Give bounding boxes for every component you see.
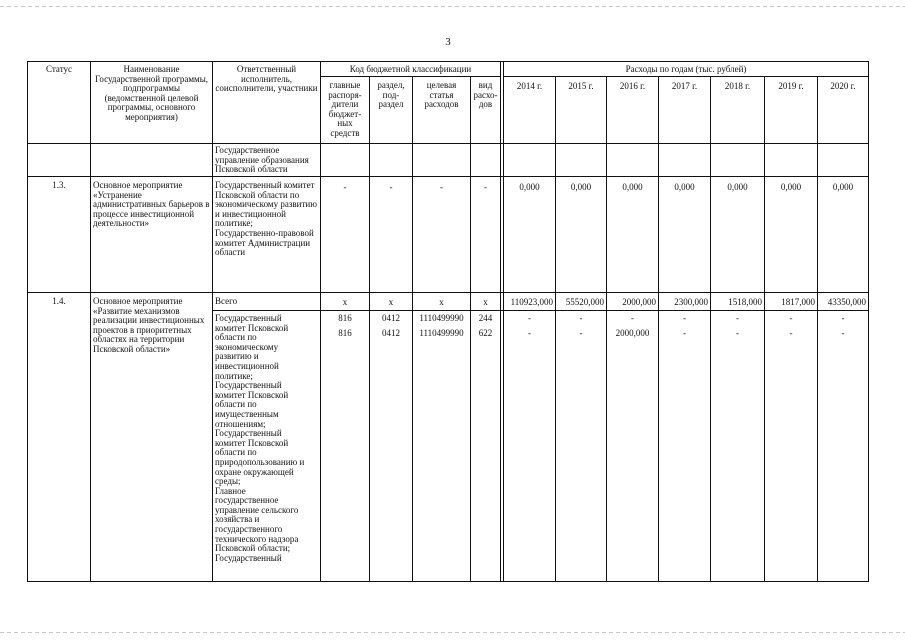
row-1-4-sub1-bcc-section: 0412 — [382, 313, 400, 323]
row-1-4-total-2015: 55520,000 — [565, 297, 604, 307]
row-1-4-sub2-bcc-article: 1110499990 — [419, 328, 464, 338]
responsible-line: комитет Псковской — [215, 389, 289, 400]
row-1-3-responsible: Государственный комитет Псковской области по экономическому развитию и инвестиционной политике; Государственно-правовой комитет Администрации области — [215, 180, 317, 258]
row-1-4-total-label: Всего — [215, 296, 238, 306]
row-1-4-sub1-2015: - — [579, 313, 583, 323]
header-bottom-border — [27, 143, 869, 144]
row-1-4-sub2-2014: - — [528, 328, 531, 338]
row-1-3-value-2020: 0,000 — [832, 182, 854, 192]
row-1-3-value-2016: 0,000 — [622, 182, 643, 192]
responsible-line: государственное — [215, 495, 279, 506]
row-1-4-sub2-2018: - — [736, 328, 739, 338]
row-1-4-total-bcc-section: х — [388, 297, 394, 307]
header-year-2016: 2016 г. — [619, 81, 646, 91]
responsible-line: технического надзора — [215, 533, 299, 544]
row-1-3-name: Основное мероприятие «Устранение административных барьеров в процессе инвестиционной деятельности» — [93, 180, 210, 229]
col-line-7 — [500, 61, 501, 581]
header-year-2019: 2019 г. — [778, 81, 804, 91]
responsible-line: области по — [215, 332, 257, 343]
row-1-3-bcc-section: - — [389, 182, 393, 192]
header-status: Статус — [46, 64, 72, 74]
responsible-line: инвестиционной — [215, 360, 279, 371]
row-1-4-sub2-2015: - — [579, 328, 583, 338]
responsible-line: Главное — [215, 485, 246, 496]
row-1-4-sub1-bcc-type: 244 — [478, 313, 493, 323]
scan-top-line — [0, 6, 905, 7]
header-expenses-group: Расходы по годам (тыс. рублей) — [625, 64, 747, 74]
responsible-line: охране окружающей — [215, 466, 294, 477]
row-divider-2 — [27, 292, 869, 293]
header-bcc-section: раздел, под-раздел — [377, 80, 405, 110]
header-bcc-expense-type: вид расхо-дов — [473, 80, 498, 110]
row-1-4-total-bcc-type: х — [483, 297, 488, 307]
row-divider-total — [212, 310, 869, 311]
row-1-4-sub1-2014: - — [528, 313, 531, 323]
header-bcc-main-managers: главные распоря-дители бюджет-ных средств — [328, 80, 362, 138]
expenses-group-divider — [503, 76, 869, 77]
row-1-3-status: 1.3. — [52, 180, 66, 190]
row-1-4-sub2-2017: - — [683, 328, 686, 338]
responsible-line: среды; — [215, 476, 241, 487]
row-1-4-sub2-2019: - — [789, 328, 793, 338]
row-1-4-sub2-2016: 2000,000 — [615, 328, 650, 338]
responsible-line: управление сельского — [215, 504, 299, 515]
responsible-line: государственного — [215, 524, 283, 535]
row-1-4-sub1-2020: - — [841, 313, 845, 323]
row-1-3-value-2019: 0,000 — [780, 182, 802, 192]
row-1-4-name: Основное мероприятие «Развитие механизмов реализации инвестиционных проектов в приоритетных областях на территории Псковской области» — [93, 296, 205, 354]
row-1-4-sub2-bcc-type: 622 — [478, 328, 493, 338]
row-1-4-sub1-2016: - — [631, 313, 634, 323]
scan-bottom-line — [0, 632, 905, 633]
row-1-4-sub2-2020: - — [841, 328, 845, 338]
row-1-3-bcc-article: - — [440, 182, 443, 192]
row-1-3-value-2014: 0,000 — [519, 182, 540, 192]
row-1-4-total-2014: 110923,000 — [510, 297, 553, 307]
row-1-4-sub2-bcc-section: 0412 — [382, 328, 400, 338]
responsible-line: комитет Псковской — [215, 437, 289, 448]
responsible-line: комитет Псковской — [215, 322, 289, 333]
header-year-2018: 2018 г. — [724, 81, 751, 91]
row-1-4-total-2018: 1518,000 — [728, 297, 762, 307]
row-1-4-sub1-bcc-manager: 816 — [338, 313, 352, 323]
header-year-2015: 2015 г. — [568, 81, 594, 91]
row-1-3-value-2018: 0,000 — [727, 182, 748, 192]
header-year-2020: 2020 г. — [830, 81, 856, 91]
row-1-4-sub1-2017: - — [683, 313, 686, 323]
row-1-4-status: 1.4. — [52, 296, 66, 306]
responsible-line: Псковской области; — [215, 543, 291, 554]
col-line-14 — [868, 61, 869, 581]
row-divider-1 — [27, 176, 869, 177]
header-bcc-target-article: целевая статья расходов — [424, 80, 459, 110]
responsible-line: развитию и — [215, 351, 259, 362]
responsible-line: Государственный — [215, 428, 282, 439]
responsible-line: экономическому — [215, 341, 279, 352]
col-line-0 — [27, 61, 28, 581]
row-1-4-total-2020: 43350,000 — [827, 297, 866, 307]
responsible-line: отношениям; — [215, 418, 266, 429]
row-1-4-total-2017: 2300,000 — [674, 297, 708, 307]
responsible-line: Государственный — [215, 552, 282, 563]
row-1-4-total-bcc-article: х — [439, 297, 444, 307]
row-1-4-total-2016: 2000,000 — [622, 297, 656, 307]
table-bottom-border — [27, 581, 869, 582]
row-1-3-bcc-manager: - — [343, 182, 347, 192]
header-year-2017: 2017 г. — [671, 81, 698, 91]
row-1-4-sub1-2018: - — [736, 313, 739, 323]
header-name: Наименование Государственной программы, подпрограммы (ведомственной целевой программы, основного мероприятия) — [94, 64, 209, 122]
page-number: 3 — [445, 36, 451, 48]
row-1-4-sub1-2019: - — [789, 313, 793, 323]
row-1-4-sub2-bcc-manager: 816 — [338, 328, 352, 338]
row-1-3-value-2015: 0,000 — [570, 182, 592, 192]
row-1-4-sub1-bcc-article: 1110499990 — [419, 313, 464, 323]
row-1-4-responsible — [213, 313, 320, 581]
header-responsible: Ответственный исполнитель, соисполнители, участники — [215, 64, 318, 94]
continuation-responsible: Государственное управление образования Псковской области — [215, 145, 309, 175]
row-1-4-total-2019: 1817,000 — [781, 297, 815, 307]
responsible-line: области по — [215, 447, 257, 458]
responsible-line: хозяйства и — [215, 514, 260, 525]
responsible-line: имущественным — [215, 408, 279, 419]
responsible-line: области по — [215, 399, 257, 410]
row-1-3-value-2017: 0,000 — [674, 182, 695, 192]
responsible-line: политике; — [215, 370, 253, 381]
row-1-4-total-bcc-manager: х — [342, 297, 348, 307]
responsible-line: Государственный — [215, 313, 282, 323]
responsible-line: Государственный — [215, 380, 282, 391]
table-top-border — [27, 61, 869, 62]
row-1-3-bcc-type: - — [484, 182, 487, 192]
header-bcc-group: Код бюджетной классификации — [349, 64, 472, 74]
header-year-2014: 2014 г. — [516, 81, 543, 91]
bcc-group-divider — [320, 76, 500, 77]
responsible-line: природопользованию и — [215, 456, 305, 467]
